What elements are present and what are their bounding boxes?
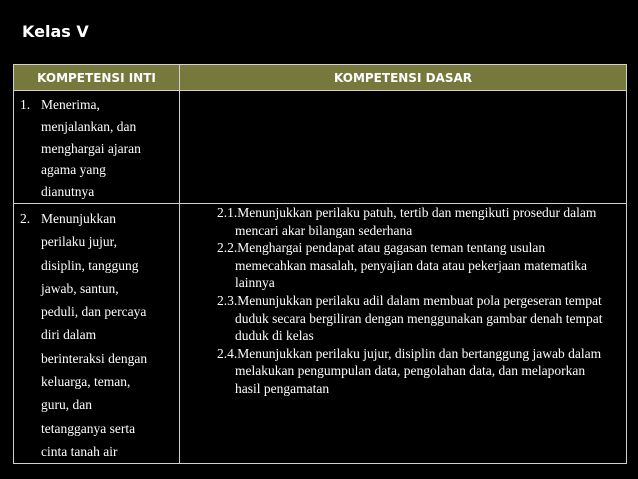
kd-item: 2.1.Menunjukkan perilaku patuh, tertib dan mengikuti prosedur dalam mencari akar bilangan sederhana: [217, 204, 597, 238]
kd-cell: [180, 91, 627, 204]
competency-table: [13, 64, 627, 464]
ki-number: 2.: [20, 210, 31, 226]
kd-item: 2.2.Menghargai pendapat atau gagasan teman tentang usulan memecahkan masalah, penyajian data atau pekerjaan matematika lainnya: [217, 240, 587, 291]
ki-line: menjalankan, dan: [41, 118, 137, 134]
kd-cell: [180, 203, 627, 463]
ki-item: [20, 94, 175, 203]
ki-line: cinta tanah air: [41, 443, 118, 459]
ki-line: keluarga, teman,: [41, 374, 131, 390]
ki-text: [41, 94, 175, 203]
ki-line: Menerima,: [41, 97, 100, 112]
ki-line: guru, dan: [41, 397, 92, 413]
ki-item: [20, 207, 175, 463]
header-kompetensi-dasar: KOMPETENSI DASAR: [180, 65, 627, 91]
table-header-row: [14, 65, 627, 91]
ki-line: tetangganya serta: [41, 420, 136, 436]
ki-line: Menunjukkan: [41, 210, 116, 226]
kd-item: 2.3.Menunjukkan perilaku adil dalam membuat pola pergeseran tempat duduk secara bergiliran dengan menggunakan gambar denah tempat duduk di kelas: [217, 292, 603, 344]
ki-line: peduli, dan percaya: [41, 304, 147, 320]
ki-line: dianutnya: [41, 184, 95, 200]
header-kompetensi-inti: KOMPETENSI INTI: [14, 65, 180, 91]
ki-cell: [14, 91, 180, 204]
ki-line: perilaku jujur,: [41, 234, 117, 250]
ki-line: berinteraksi dengan: [41, 350, 148, 366]
ki-text: [41, 207, 175, 463]
ki-line: disiplin, tanggung: [41, 257, 139, 273]
ki-line: agama yang: [41, 162, 106, 178]
ki-line: diri dalam: [41, 327, 97, 343]
ki-cell: [14, 203, 180, 463]
ki-line: jawab, santun,: [41, 280, 119, 296]
table-row: [14, 203, 627, 463]
ki-line: menghargai ajaran: [41, 140, 141, 156]
table-row: [14, 91, 627, 204]
slide-title: Kelas V: [22, 22, 89, 41]
kd-item: 2.4.Menunjukkan perilaku jujur, disiplin dan bertanggung jawab dalam melakukan pengumpulan data, pengolahan data, dan melaporkan hasil pengamatan: [217, 345, 602, 396]
ki-number: 1.: [20, 97, 31, 112]
